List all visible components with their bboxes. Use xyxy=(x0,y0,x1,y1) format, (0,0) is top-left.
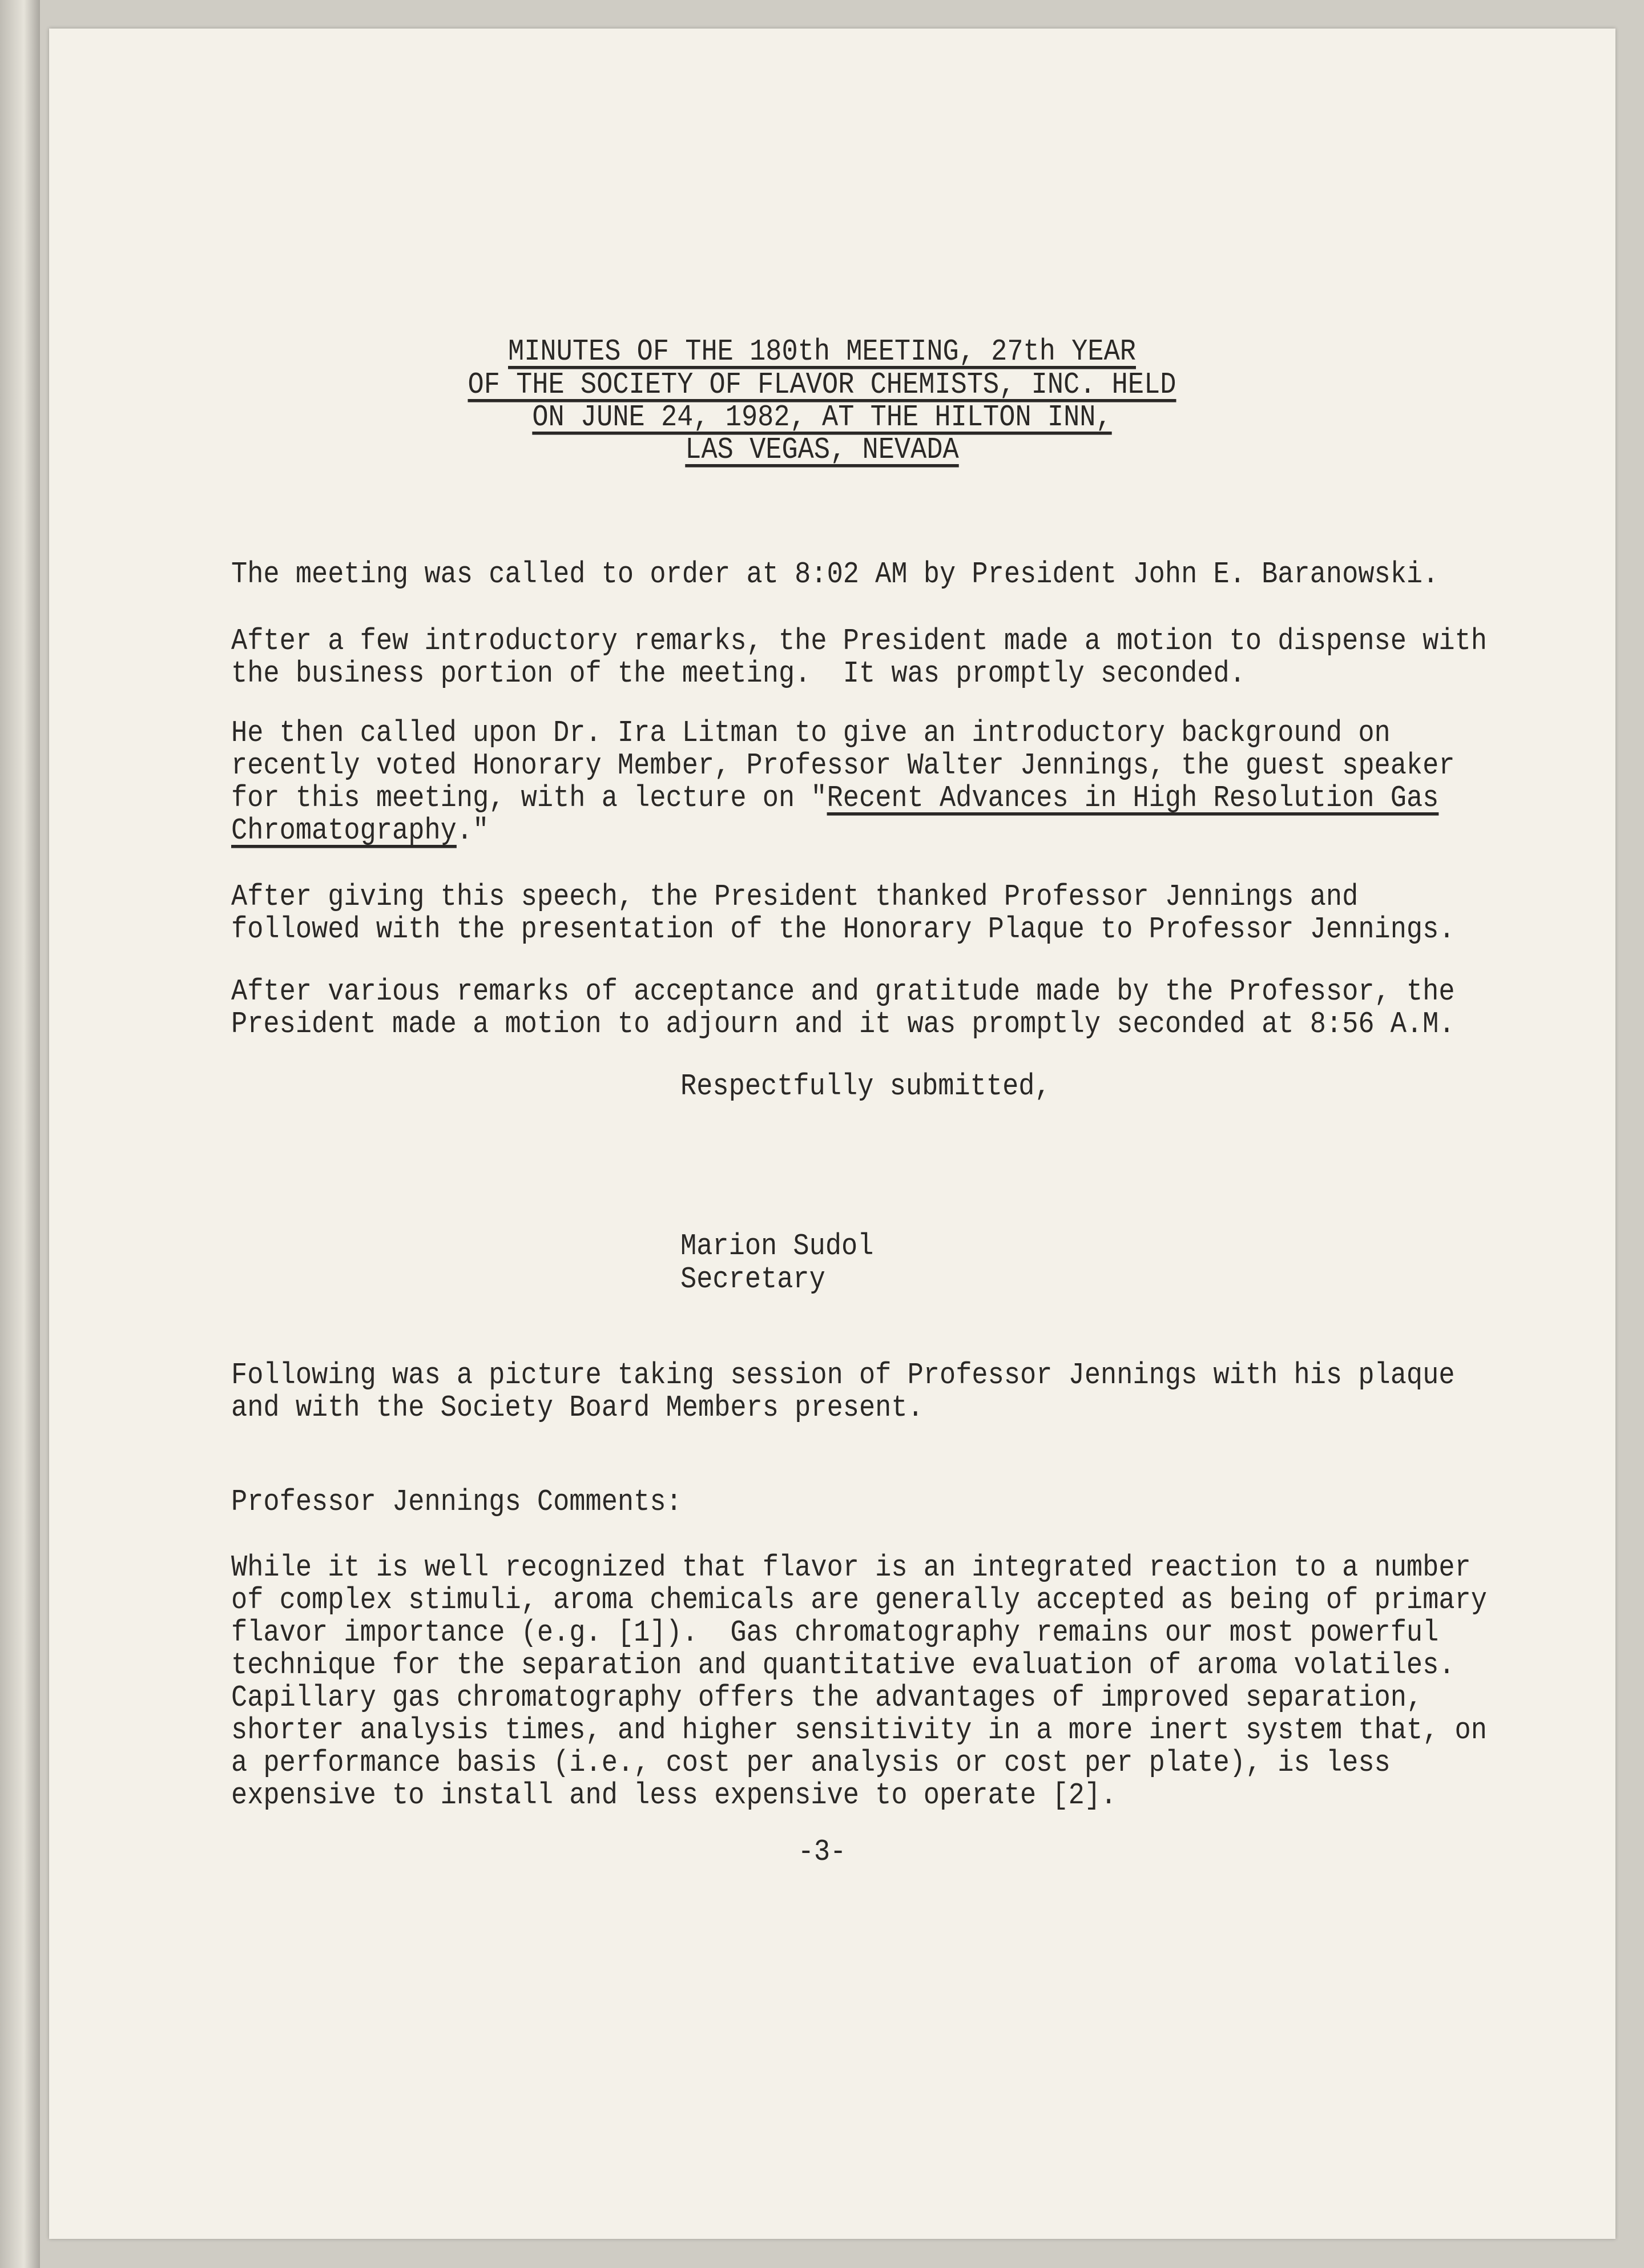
paragraph-comments-line: expensive to install and less expensive to operate [2]. xyxy=(231,1779,1117,1813)
paragraph-speaker-line xyxy=(231,813,489,849)
paragraph-intro-line: After a few introductory remarks, the President made a motion to dispense with xyxy=(231,625,1487,659)
title-text: MINUTES OF THE 180th MEETING, 27th YEAR xyxy=(508,335,1136,369)
paragraph-speaker-line: recently voted Honorary Member, Professor Walter Jennings, the guest speaker xyxy=(231,749,1455,783)
paragraph-speaker-line: He then called upon Dr. Ira Litman to give an introductory background on xyxy=(231,716,1391,751)
text: for this meeting, with a lecture on " xyxy=(231,781,827,816)
paragraph-photo-line: and with the Society Board Members present. xyxy=(231,1391,924,1425)
paragraph-comments-line: shorter analysis times, and higher sensitivity in a more inert system that, on xyxy=(231,1714,1487,1748)
paragraph-comments-line: flavor importance (e.g. [1]). Gas chromatography remains our most powerful xyxy=(231,1616,1439,1650)
title-text: LAS VEGAS, NEVADA xyxy=(685,433,959,468)
title-text: OF THE SOCIETY OF FLAVOR CHEMISTS, INC. HELD xyxy=(468,368,1176,402)
paragraph-plaque-line: followed with the presentation of the Honorary Plaque to Professor Jennings. xyxy=(231,913,1455,947)
signer-name: Marion Sudol xyxy=(680,1230,874,1264)
title-line-2 xyxy=(0,367,1644,404)
paragraph-adjourn-line: President made a motion to adjourn and it was promptly seconded at 8:56 A.M. xyxy=(231,1008,1455,1042)
paragraph-comments-line: Capillary gas chromatography offers the advantages of improved separation, xyxy=(231,1681,1423,1715)
title-line-1 xyxy=(0,334,1644,370)
lecture-title: Chromatography xyxy=(231,814,457,848)
paragraph-intro-line: the business portion of the meeting. It was promptly seconded. xyxy=(231,657,1246,691)
paragraph-adjourn-line: After various remarks of acceptance and gratitude made by the Professor, the xyxy=(231,975,1455,1009)
page-number: -3- xyxy=(797,1835,847,1870)
paragraph-call-to-order: The meeting was called to order at 8:02 AM by President John E. Baranowski. xyxy=(231,558,1439,592)
comments-heading: Professor Jennings Comments: xyxy=(231,1485,682,1520)
paragraph-comments-line: a performance basis (i.e., cost per analysis or cost per plate), is less xyxy=(231,1746,1391,1780)
paragraph-comments-line: While it is well recognized that flavor is an integrated reaction to a number xyxy=(231,1551,1471,1585)
closing: Respectfully submitted, xyxy=(680,1070,1051,1104)
text: ." xyxy=(456,814,489,848)
paragraph-comments-line: technique for the separation and quantitative evaluation of aroma volatiles. xyxy=(231,1649,1455,1683)
signer-title: Secretary xyxy=(680,1263,825,1297)
lecture-title: Recent Advances in High Resolution Gas xyxy=(827,781,1439,816)
paragraph-comments-line: of complex stimuli, aroma chemicals are generally accepted as being of primary xyxy=(231,1584,1487,1618)
title-line-3 xyxy=(0,400,1644,436)
paragraph-speaker-line xyxy=(231,780,1438,817)
title-line-4 xyxy=(0,432,1644,469)
title-text: ON JUNE 24, 1982, AT THE HILTON INN, xyxy=(532,401,1112,435)
paragraph-plaque-line: After giving this speech, the President thanked Professor Jennings and xyxy=(231,880,1359,915)
paragraph-photo-line: Following was a picture taking session of Professor Jennings with his plaque xyxy=(231,1359,1455,1393)
